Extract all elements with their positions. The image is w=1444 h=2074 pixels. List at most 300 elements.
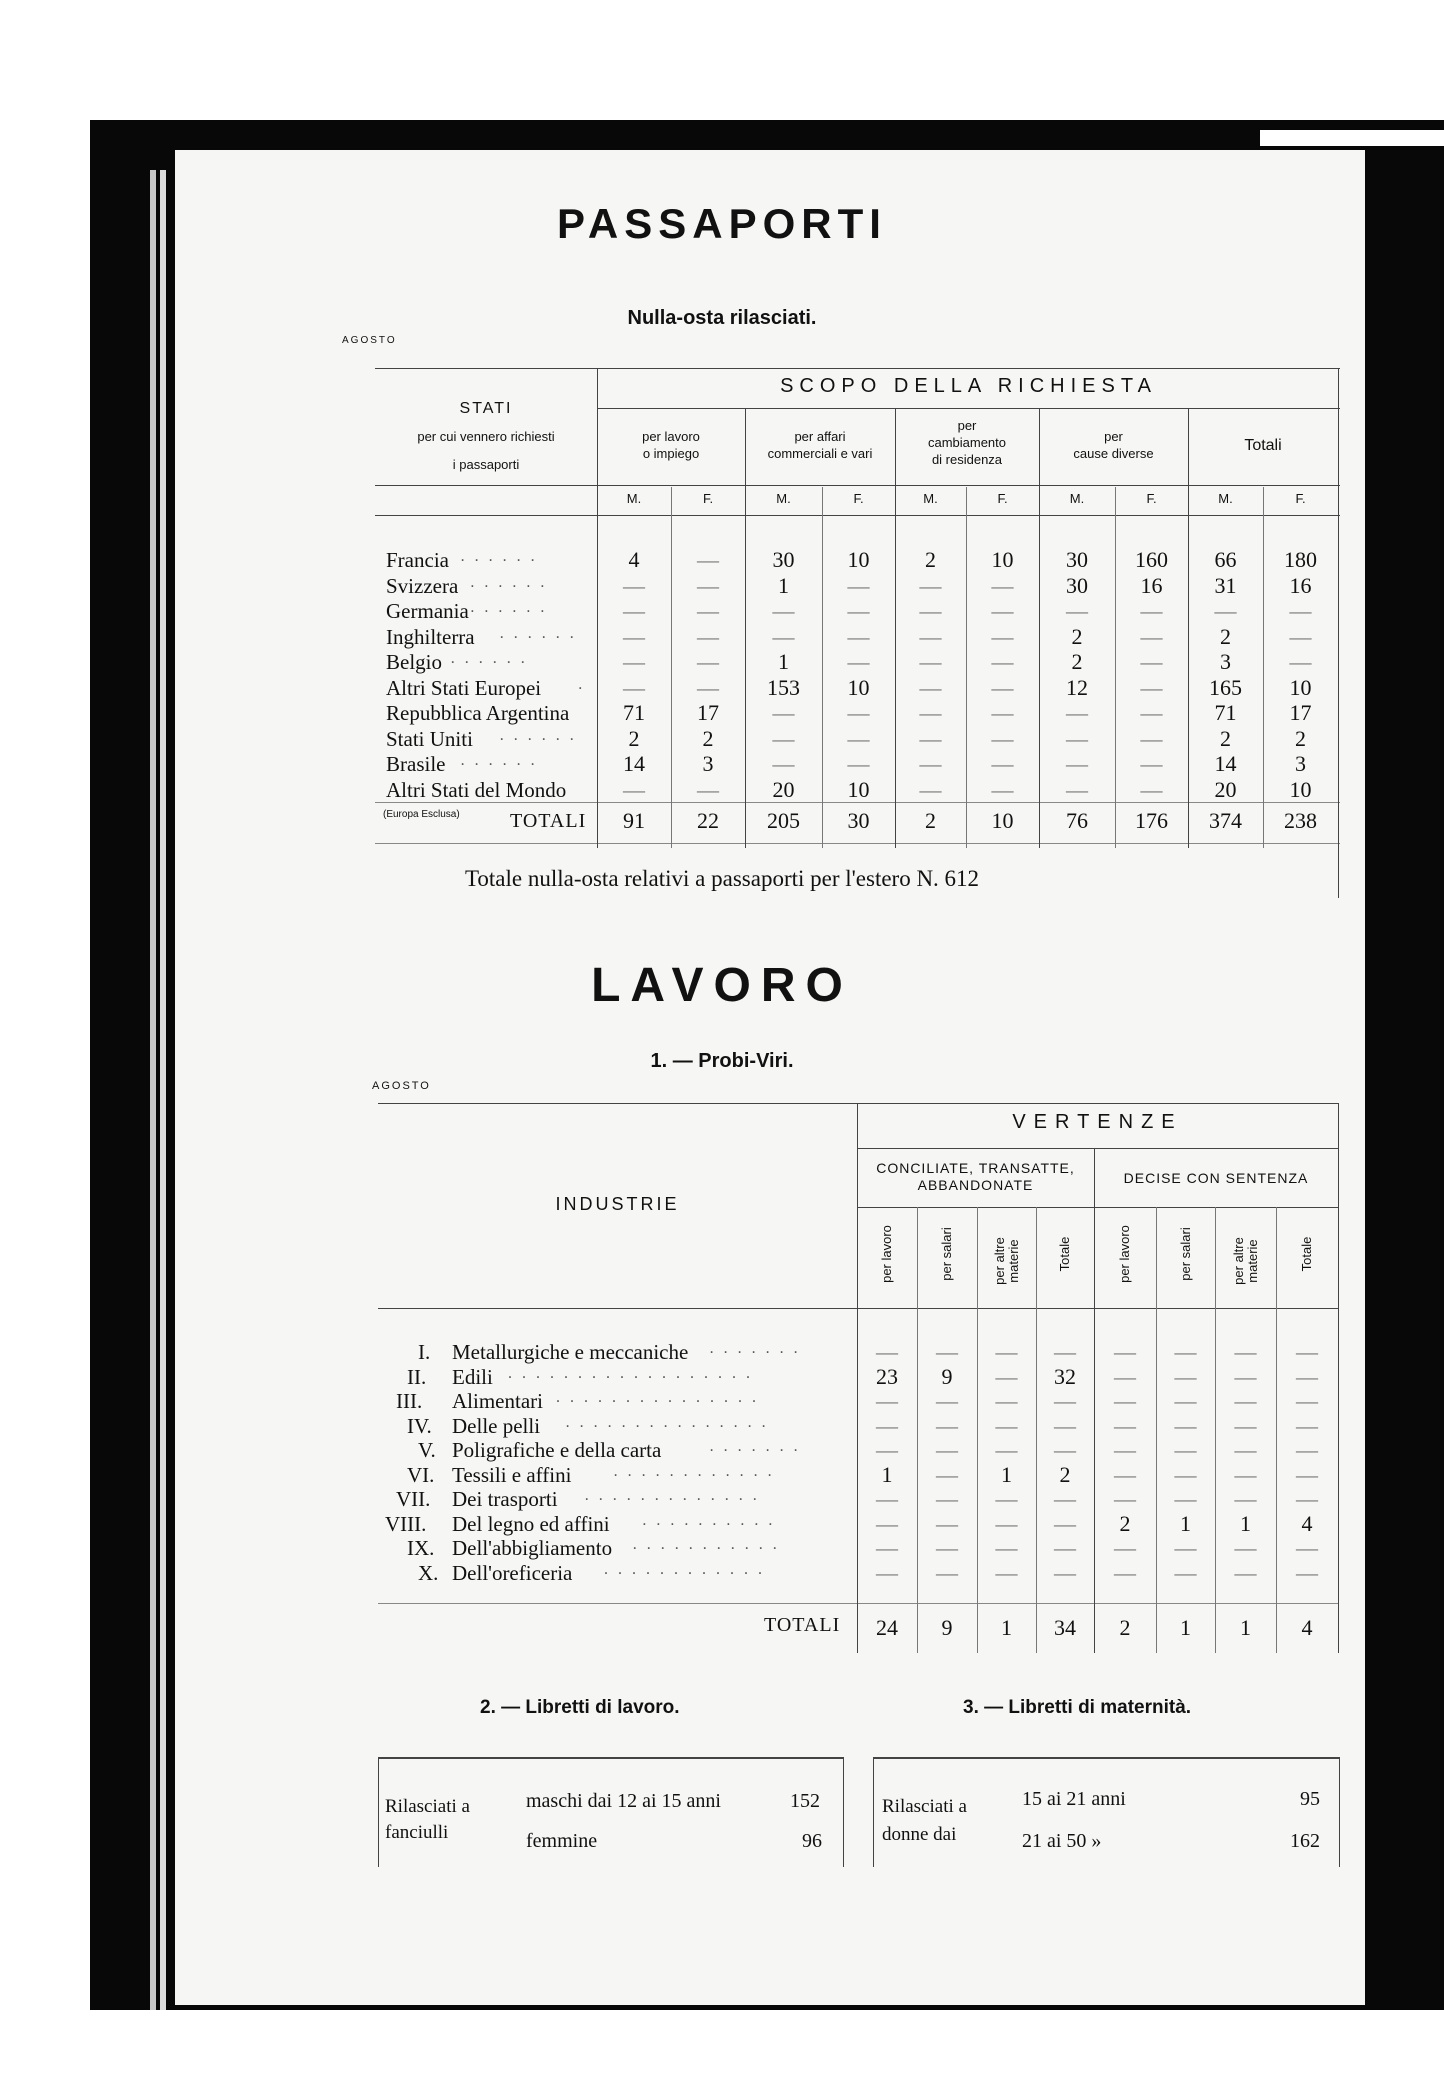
table-cell: — bbox=[919, 751, 942, 776]
total-cell: 2 bbox=[925, 808, 936, 833]
table-cell: 9 bbox=[941, 1363, 953, 1389]
table-cell: — bbox=[847, 725, 870, 751]
month-label: AGOSTO bbox=[342, 335, 397, 346]
table-cell: 20 bbox=[772, 776, 795, 802]
dot-leader: . . . . . . . . . . . bbox=[632, 1536, 780, 1553]
table-cell: — bbox=[772, 700, 795, 725]
table-cell: — bbox=[1296, 1461, 1318, 1487]
scopo-group-header: Totali bbox=[1244, 437, 1282, 454]
total-cell: 1 bbox=[1180, 1615, 1191, 1640]
table-cell: 1 bbox=[778, 649, 789, 674]
table-cell: 1 bbox=[1001, 1461, 1012, 1487]
table-cell: — bbox=[1054, 1412, 1076, 1438]
table-cell: 31 bbox=[1214, 572, 1237, 598]
table-cell: — bbox=[1296, 1388, 1318, 1413]
table-cell: — bbox=[936, 1461, 958, 1487]
table-cell: — bbox=[991, 623, 1014, 649]
table-cell: 3 bbox=[1295, 751, 1306, 776]
table-cell: 2 bbox=[1220, 725, 1231, 751]
table-cell: — bbox=[919, 725, 942, 751]
table-cell: 180 bbox=[1284, 547, 1317, 572]
table-cell: — bbox=[919, 623, 942, 649]
industry-name: Poligrafiche e della carta bbox=[452, 1438, 662, 1462]
table-cell: — bbox=[991, 751, 1014, 776]
vertenze-column-header: per salari bbox=[939, 1227, 954, 1281]
libretti-lavoro-row: femmine bbox=[526, 1830, 598, 1852]
table-cell: — bbox=[1054, 1437, 1076, 1462]
table-cell: 10 bbox=[1289, 776, 1312, 802]
table-cell: — bbox=[936, 1510, 958, 1536]
total-cell: 4 bbox=[1301, 1615, 1313, 1640]
mf-header: M. bbox=[923, 491, 938, 506]
mf-header: M. bbox=[776, 491, 791, 506]
table-cell: — bbox=[697, 674, 719, 700]
total-cell: 374 bbox=[1209, 808, 1242, 833]
vertenze-column-header: per salari bbox=[1177, 1227, 1193, 1281]
table-cell: — bbox=[919, 674, 942, 700]
table-cell: — bbox=[697, 547, 719, 572]
libretti-maternita-row: 21 ai 50 » bbox=[1022, 1830, 1102, 1852]
state-name: Altri Stati Europei bbox=[386, 675, 542, 700]
table-cell: 12 bbox=[1066, 674, 1088, 700]
stati-header: STATI bbox=[459, 400, 513, 417]
table-cell: — bbox=[936, 1412, 958, 1438]
table-cell: 23 bbox=[876, 1363, 898, 1389]
industry-name: Dell'abbigliamento bbox=[452, 1536, 613, 1560]
libretti-maternita-label: Rilasciati a bbox=[882, 1796, 967, 1817]
table-cell: — bbox=[1140, 725, 1163, 751]
vertenze-column-header: per lavoro bbox=[1117, 1225, 1132, 1283]
decise-header: DECISE CON SENTENZA bbox=[1123, 1170, 1309, 1186]
libretti-maternita-title: 3. — Libretti di maternità. bbox=[963, 1697, 1192, 1718]
libretti-lavoro-value: 152 bbox=[790, 1790, 820, 1812]
dot-leader: . . . . . . bbox=[499, 624, 577, 642]
europa-note: (Europa Esclusa) bbox=[383, 809, 460, 820]
dot-leader: . . . . . . . . . . bbox=[642, 1511, 776, 1529]
table-cell: 10 bbox=[847, 776, 870, 802]
table-cell: — bbox=[847, 649, 870, 674]
table-cell: 2 bbox=[925, 547, 936, 572]
table-cell: — bbox=[623, 623, 645, 649]
table-cell: — bbox=[623, 649, 645, 674]
totali-label: TOTALI bbox=[510, 810, 587, 832]
table-cell: — bbox=[991, 725, 1014, 751]
table-cell: — bbox=[1054, 1486, 1076, 1511]
table-cell: — bbox=[1114, 1486, 1136, 1511]
table-cell: — bbox=[1234, 1535, 1257, 1560]
industry-number: V. bbox=[418, 1438, 436, 1462]
table-cell: — bbox=[991, 776, 1014, 802]
table-cell: 2 bbox=[1295, 725, 1306, 751]
table-cell: — bbox=[995, 1510, 1018, 1536]
table-cell: — bbox=[995, 1388, 1018, 1413]
total-cell: 205 bbox=[767, 808, 800, 833]
table-cell: 2 bbox=[1071, 623, 1083, 649]
industry-number: III. bbox=[396, 1389, 423, 1413]
scopo-group-header: per cambiamento di residenza bbox=[927, 418, 1007, 467]
scopo-group-header: per cause diverse bbox=[1073, 429, 1154, 461]
table-cell: 153 bbox=[767, 674, 800, 700]
table-cell: 71 bbox=[623, 700, 645, 725]
table-cell: — bbox=[995, 1363, 1018, 1389]
table-cell: — bbox=[876, 1437, 898, 1462]
vertenze-column-header: per lavoro bbox=[879, 1225, 894, 1283]
industry-name: Alimentari bbox=[452, 1389, 543, 1413]
libretti-maternita-value: 95 bbox=[1300, 1788, 1320, 1810]
vertenze-column-header: Totale bbox=[1057, 1236, 1072, 1272]
table-cell: — bbox=[876, 1559, 898, 1585]
table-cell: — bbox=[991, 649, 1014, 674]
table-cell: 2 bbox=[1119, 1510, 1131, 1536]
month-label: AGOSTO bbox=[372, 1080, 431, 1092]
scopo-group-header: per affari commerciali e vari bbox=[767, 429, 873, 461]
table-cell: — bbox=[1066, 598, 1088, 623]
table-cell: — bbox=[1174, 1437, 1197, 1462]
table-cell: — bbox=[876, 1510, 898, 1536]
table-cell: — bbox=[623, 776, 645, 802]
vertenze-column-header: per altre materie bbox=[991, 1237, 1021, 1285]
table-cell: 66 bbox=[1214, 547, 1237, 572]
table-cell: — bbox=[876, 1388, 898, 1413]
table-cell: — bbox=[1140, 674, 1163, 700]
table-cell: 30 bbox=[1066, 547, 1088, 572]
dot-leader: . . . . . . bbox=[460, 752, 538, 769]
table-cell: — bbox=[1140, 623, 1163, 649]
industrie-header: INDUSTRIE bbox=[555, 1194, 680, 1214]
table-cell: — bbox=[847, 572, 870, 598]
table-cell: — bbox=[847, 700, 870, 725]
industry-name: Delle pelli bbox=[452, 1413, 541, 1438]
table-cell: — bbox=[1114, 1535, 1136, 1560]
industry-name: Dell'oreficeria bbox=[452, 1560, 573, 1585]
lavoro-title: LAVORO bbox=[591, 959, 853, 1012]
dot-leader: . . . . . . . bbox=[709, 1438, 801, 1455]
table-cell: 17 bbox=[1289, 700, 1312, 725]
table-cell: 16 bbox=[1289, 572, 1312, 598]
table-cell: — bbox=[936, 1535, 958, 1560]
table-cell: — bbox=[1054, 1510, 1076, 1536]
mf-header: F. bbox=[1146, 491, 1157, 506]
table-cell: — bbox=[991, 572, 1014, 598]
table-cell: — bbox=[919, 649, 942, 674]
industry-number: VIII. bbox=[385, 1511, 427, 1536]
stati-header-sub: per cui vennero richiesti bbox=[417, 429, 555, 444]
table-cell: — bbox=[697, 776, 719, 802]
dot-leader: . . . . . . bbox=[499, 726, 577, 744]
table-cell: — bbox=[1140, 649, 1163, 674]
table-cell: — bbox=[1296, 1339, 1318, 1364]
vertenze-column-header: Totale bbox=[1299, 1236, 1314, 1272]
industry-number: I. bbox=[418, 1340, 431, 1364]
table-cell: — bbox=[1140, 751, 1163, 776]
table-cell: — bbox=[1289, 649, 1312, 674]
table-cell: — bbox=[623, 674, 645, 700]
total-cell: 1 bbox=[1001, 1615, 1012, 1640]
page-edge bbox=[160, 170, 166, 2010]
table-cell: — bbox=[919, 598, 942, 623]
libretti-maternita-label: donne dai bbox=[882, 1824, 957, 1845]
table-cell: — bbox=[847, 598, 870, 623]
dot-leader: . . . . . . bbox=[460, 548, 538, 565]
table-cell: — bbox=[995, 1559, 1018, 1585]
table-cell: — bbox=[1296, 1437, 1318, 1462]
state-name: Inghilterra bbox=[386, 624, 475, 649]
table-cell: 30 bbox=[1066, 572, 1088, 598]
mf-header: M. bbox=[626, 491, 642, 506]
table-cell: — bbox=[1296, 1559, 1318, 1585]
table-cell: 32 bbox=[1054, 1363, 1076, 1389]
table-cell: — bbox=[1066, 725, 1088, 751]
table-cell: — bbox=[1174, 1461, 1197, 1487]
table-cell: 14 bbox=[1214, 751, 1237, 776]
dot-leader: . . . . . . bbox=[450, 650, 528, 667]
table-cell: — bbox=[936, 1339, 958, 1364]
table-cell: 16 bbox=[1140, 572, 1163, 598]
table-cell: — bbox=[1066, 776, 1088, 802]
table-cell: — bbox=[1054, 1535, 1076, 1560]
total-cell: 91 bbox=[623, 808, 645, 833]
total-cell: 34 bbox=[1054, 1615, 1076, 1640]
table-cell: — bbox=[995, 1535, 1018, 1560]
industry-name: Dei trasporti bbox=[452, 1487, 558, 1511]
industry-number: VII. bbox=[396, 1487, 431, 1511]
dot-leader: . . . . . . . . . . . . . . . . . . bbox=[508, 1364, 753, 1382]
table-cell: 3 bbox=[702, 751, 714, 776]
table-cell: — bbox=[995, 1486, 1018, 1511]
industry-number: IX. bbox=[407, 1536, 435, 1560]
dot-leader: . bbox=[578, 675, 586, 693]
libretti-lavoro-label: fanciulli bbox=[385, 1822, 449, 1843]
dot-leader: . . . . . . . . . . . . . . . bbox=[556, 1389, 759, 1406]
table-cell: — bbox=[1066, 751, 1088, 776]
table-cell: — bbox=[991, 674, 1014, 700]
table-cell: 2 bbox=[1059, 1461, 1071, 1487]
table-cell: — bbox=[876, 1535, 898, 1560]
table-cell: 2 bbox=[702, 725, 714, 751]
table-cell: — bbox=[991, 598, 1014, 623]
table-cell: — bbox=[995, 1412, 1018, 1438]
mf-header: M. bbox=[1218, 491, 1233, 506]
table-cell: 17 bbox=[697, 700, 719, 725]
industry-name: Tessili e affini bbox=[452, 1462, 572, 1487]
table-cell: 14 bbox=[623, 751, 645, 776]
table-cell: — bbox=[1234, 1559, 1257, 1585]
table-cell: — bbox=[1174, 1339, 1197, 1364]
table-cell: — bbox=[1140, 598, 1163, 623]
table-cell: — bbox=[1296, 1535, 1318, 1560]
total-cell: 238 bbox=[1284, 808, 1317, 833]
passaporti-subtitle: Nulla-osta rilasciati. bbox=[627, 307, 817, 329]
table-cell: 4 bbox=[628, 547, 640, 572]
table-cell: — bbox=[876, 1412, 898, 1438]
dot-leader: . . . . . . . . . . . . bbox=[604, 1560, 765, 1578]
table-cell: — bbox=[919, 572, 942, 598]
table-cell: 1 bbox=[1180, 1510, 1191, 1536]
total-cell: 30 bbox=[847, 808, 870, 833]
table-cell: — bbox=[1114, 1339, 1136, 1364]
table-cell: 71 bbox=[1214, 700, 1237, 725]
mf-header: F. bbox=[1295, 491, 1306, 506]
table-cell: 2 bbox=[1220, 623, 1231, 649]
table-cell: 2 bbox=[1071, 649, 1083, 674]
table-cell: — bbox=[1289, 598, 1312, 623]
table-cell: — bbox=[1054, 1339, 1076, 1364]
table-cell: — bbox=[1296, 1363, 1318, 1389]
table-cell: 10 bbox=[1289, 674, 1312, 700]
table-cell: — bbox=[1174, 1535, 1197, 1560]
industry-number: VI. bbox=[407, 1462, 435, 1487]
industry-name: Del legno ed affini bbox=[452, 1511, 610, 1536]
state-name: Repubblica Argentina bbox=[386, 701, 570, 725]
table-cell: — bbox=[1234, 1388, 1257, 1413]
total-cell: 24 bbox=[876, 1615, 898, 1640]
scopo-group-header: per lavoro o impiego bbox=[642, 429, 700, 461]
table-cell: — bbox=[1234, 1437, 1257, 1462]
table-cell: 2 bbox=[628, 725, 640, 751]
mf-header: M. bbox=[1069, 491, 1085, 506]
table-cell: — bbox=[1234, 1412, 1257, 1438]
table-cell: 20 bbox=[1214, 776, 1237, 802]
mf-header: F. bbox=[702, 491, 714, 506]
table-cell: 1 bbox=[778, 572, 789, 598]
passaporti-title: PASSAPORTI bbox=[557, 200, 887, 247]
table-cell: 10 bbox=[991, 547, 1014, 572]
table-cell: 10 bbox=[847, 547, 870, 572]
table-cell: — bbox=[772, 598, 795, 623]
table-cell: 3 bbox=[1220, 649, 1231, 674]
table-cell: — bbox=[1140, 776, 1163, 802]
table-cell: — bbox=[995, 1339, 1018, 1364]
state-name: Germania bbox=[386, 599, 469, 623]
dot-leader: . . . . . . . . . . . . bbox=[613, 1462, 775, 1480]
libretti-lavoro-row: maschi dai 12 ai 15 anni bbox=[526, 1790, 721, 1812]
table-cell: — bbox=[1066, 700, 1088, 725]
table-cell: — bbox=[1234, 1461, 1257, 1487]
state-name: Francia bbox=[386, 548, 449, 572]
table-cell: — bbox=[1114, 1559, 1136, 1585]
stati-header-sub: i passaporti bbox=[452, 457, 520, 472]
table-cell: — bbox=[772, 623, 795, 649]
scan-notch bbox=[1260, 130, 1444, 146]
table-cell: — bbox=[876, 1339, 898, 1364]
table-cell: — bbox=[995, 1437, 1018, 1462]
total-cell: 10 bbox=[991, 808, 1014, 833]
table-cell: — bbox=[919, 776, 942, 802]
industry-number: IV. bbox=[407, 1413, 432, 1438]
table-cell: — bbox=[847, 623, 870, 649]
table-cell: — bbox=[1114, 1412, 1136, 1438]
industry-number: X. bbox=[418, 1560, 439, 1585]
table-cell: — bbox=[1174, 1486, 1197, 1511]
libretti-lavoro-title: 2. — Libretti di lavoro. bbox=[480, 1697, 680, 1718]
passaporti-footer: Totale nulla-osta relativi a passaporti per l'estero N. 612 bbox=[464, 866, 980, 891]
total-cell: 9 bbox=[941, 1615, 953, 1640]
table-cell: — bbox=[1054, 1559, 1076, 1585]
total-cell: 1 bbox=[1240, 1615, 1251, 1640]
dot-leader: . . . . . . . . . . . . . . . bbox=[565, 1413, 769, 1431]
dot-leader: . . . . . . . . . . . . . bbox=[584, 1487, 760, 1504]
table-cell: — bbox=[1174, 1388, 1197, 1413]
table-cell: — bbox=[1289, 623, 1312, 649]
conciliate-header: CONCILIATE, TRANSATTE, ABBANDONATE bbox=[876, 1160, 1075, 1193]
libretti-lavoro-value: 96 bbox=[802, 1830, 822, 1852]
table-cell: — bbox=[876, 1486, 898, 1511]
totali-label: TOTALI bbox=[764, 1614, 841, 1636]
table-cell: — bbox=[1114, 1388, 1136, 1413]
dot-leader: . . . . . . bbox=[470, 599, 548, 616]
table-cell: — bbox=[1296, 1486, 1318, 1511]
mf-header: F. bbox=[853, 491, 864, 506]
table-cell: — bbox=[1214, 598, 1237, 623]
total-cell: 76 bbox=[1066, 808, 1088, 833]
table-cell: — bbox=[1114, 1461, 1136, 1487]
table-cell: 1 bbox=[1240, 1510, 1251, 1536]
table-cell: — bbox=[1174, 1412, 1197, 1438]
industry-name: Metallurgiche e meccaniche bbox=[452, 1340, 689, 1364]
state-name: Brasile bbox=[386, 752, 446, 776]
table-cell: — bbox=[772, 751, 795, 776]
table-cell: — bbox=[936, 1388, 958, 1413]
table-cell: 4 bbox=[1301, 1510, 1313, 1536]
table-cell: — bbox=[697, 572, 719, 598]
dot-leader: . . . . . . bbox=[470, 573, 548, 591]
scopo-header: SCOPO DELLA RICHIESTA bbox=[780, 375, 1157, 397]
libretti-lavoro-label: Rilasciati a bbox=[385, 1796, 470, 1817]
libretti-maternita-row: 15 ai 21 anni bbox=[1022, 1788, 1126, 1810]
table-cell: — bbox=[1234, 1486, 1257, 1511]
industry-name: Edili bbox=[452, 1364, 493, 1389]
table-cell: 30 bbox=[772, 547, 795, 572]
table-cell: — bbox=[936, 1486, 958, 1511]
table-cell: — bbox=[1140, 700, 1163, 725]
total-cell: 22 bbox=[697, 808, 719, 833]
libretti-maternita-value: 162 bbox=[1290, 1830, 1320, 1852]
table-cell: — bbox=[936, 1437, 958, 1462]
table-cell: — bbox=[991, 700, 1014, 725]
table-cell: — bbox=[772, 725, 795, 751]
table-cell: 1 bbox=[881, 1461, 893, 1487]
table-cell: — bbox=[1054, 1388, 1076, 1413]
state-name: Altri Stati del Mondo bbox=[386, 777, 567, 802]
table-cell: — bbox=[697, 598, 719, 623]
vertenze-header: VERTENZE bbox=[1012, 1111, 1183, 1133]
table-cell: 10 bbox=[847, 674, 870, 700]
table-cell: — bbox=[1234, 1363, 1257, 1389]
table-cell: — bbox=[623, 572, 645, 598]
table-cell: 160 bbox=[1135, 547, 1168, 572]
industry-number: II. bbox=[407, 1364, 427, 1389]
state-name: Belgio bbox=[386, 650, 442, 674]
page-edge bbox=[150, 170, 156, 2010]
table-cell: — bbox=[1234, 1339, 1257, 1364]
state-name: Svizzera bbox=[386, 573, 459, 598]
table-cell: — bbox=[623, 598, 645, 623]
dot-leader: . . . . . . . bbox=[709, 1340, 801, 1357]
table-cell: — bbox=[697, 649, 719, 674]
state-name: Stati Uniti bbox=[386, 726, 473, 751]
table-cell: — bbox=[697, 623, 719, 649]
probiviri-subtitle: 1. — Probi-Viri. bbox=[650, 1050, 794, 1072]
vertenze-column-header: per altre materie bbox=[1230, 1237, 1260, 1285]
table-cell: — bbox=[1174, 1559, 1197, 1585]
mf-header: F. bbox=[997, 491, 1008, 506]
total-cell: 176 bbox=[1135, 808, 1168, 833]
table-cell: — bbox=[1296, 1412, 1318, 1438]
table-cell: — bbox=[936, 1559, 958, 1585]
table-cell: — bbox=[919, 700, 942, 725]
table-cell: — bbox=[1174, 1363, 1197, 1389]
table-cell: 165 bbox=[1209, 674, 1242, 700]
